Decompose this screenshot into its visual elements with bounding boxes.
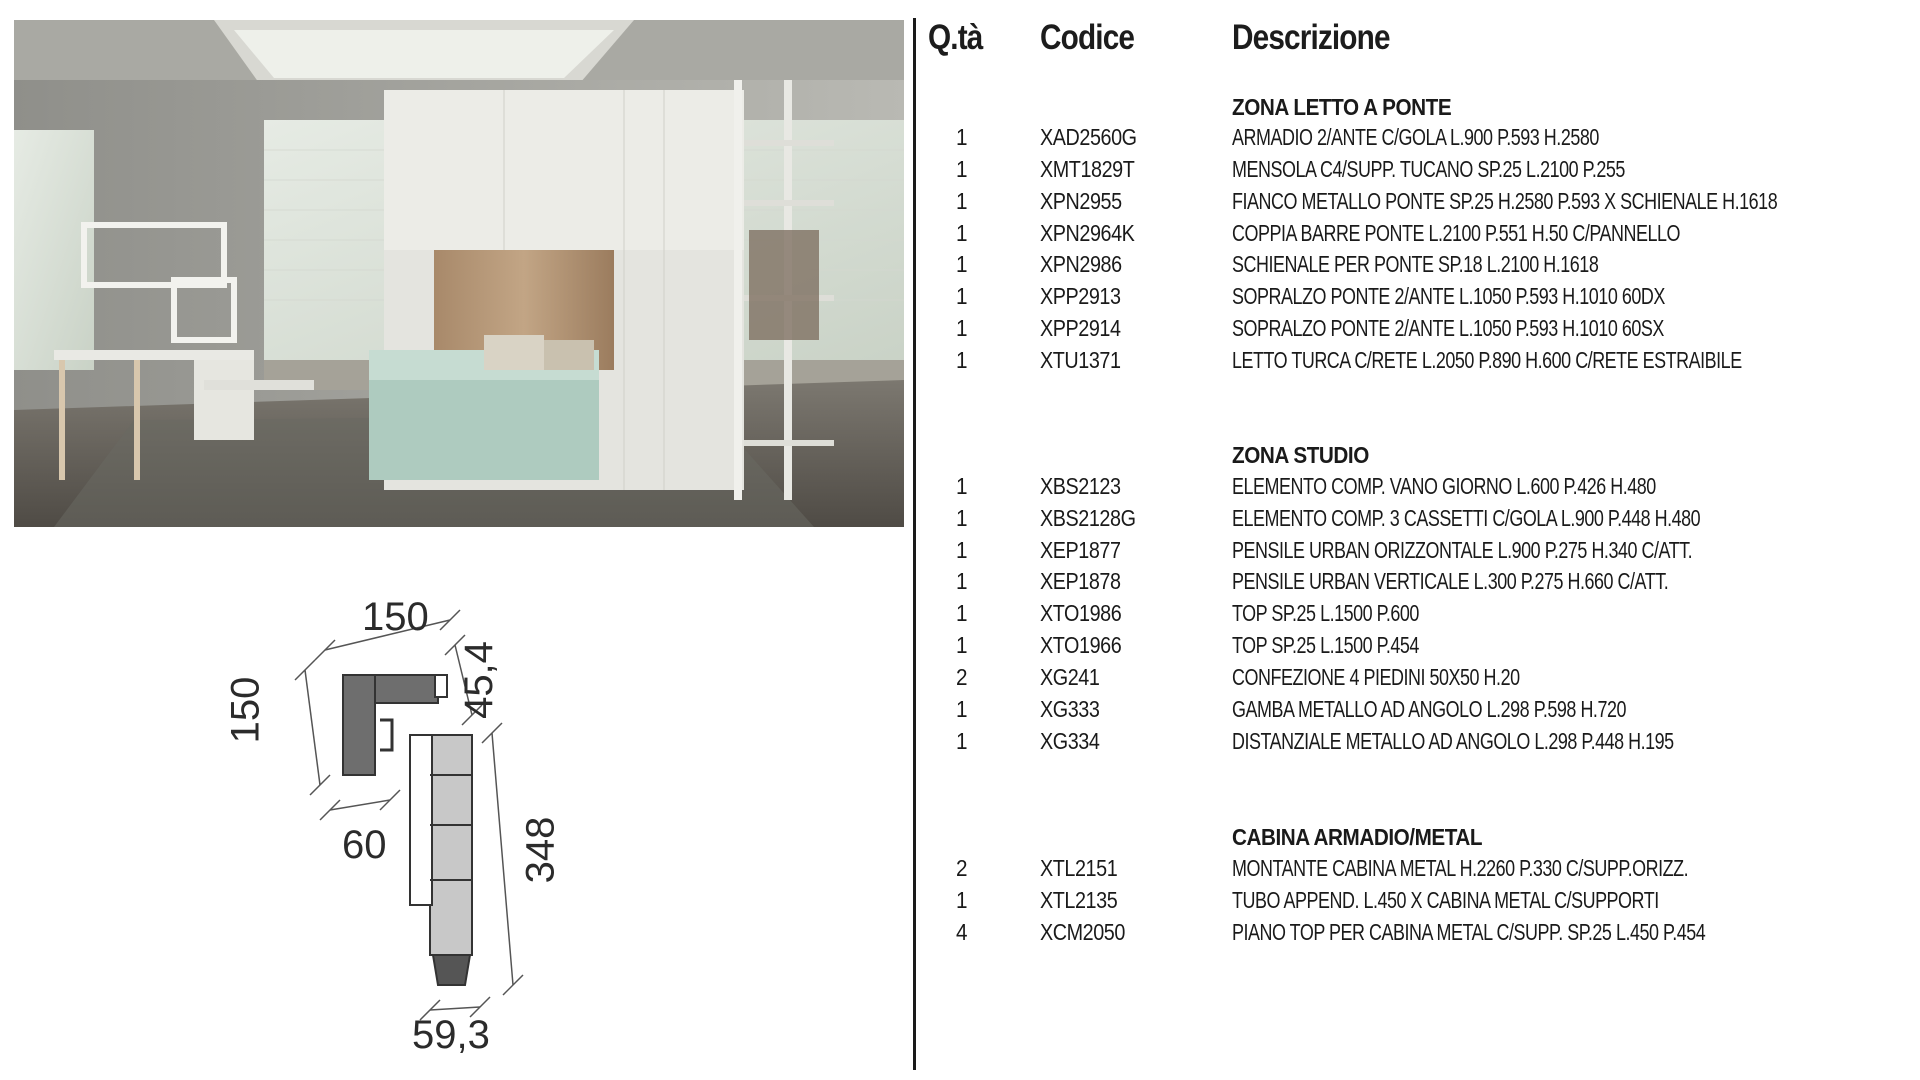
item-desc: PIANO TOP PER CABINA METAL C/SUPP. SP.25 L.450 P.454 bbox=[1232, 919, 1706, 945]
item-desc: TUBO APPEND. L.450 X CABINA METAL C/SUPPORTI bbox=[1232, 887, 1659, 913]
item-code: XTO1986 bbox=[1040, 600, 1122, 626]
item-code: XG333 bbox=[1040, 696, 1100, 722]
item-qty: 1 bbox=[956, 728, 968, 754]
item-desc: CONFEZIONE 4 PIEDINI 50X50 H.20 bbox=[1232, 664, 1520, 690]
item-code: XPP2914 bbox=[1040, 315, 1121, 341]
list-item bbox=[928, 919, 1908, 951]
list-item bbox=[928, 600, 1908, 632]
list-item bbox=[928, 855, 1908, 887]
item-qty: 1 bbox=[956, 600, 968, 626]
dim-desk-width: 150 bbox=[362, 595, 429, 639]
dim-bed-zone-depth: 59,3 bbox=[412, 1013, 490, 1057]
item-qty: 1 bbox=[956, 696, 968, 722]
header-description: Descrizione bbox=[1232, 18, 1390, 57]
item-desc: ELEMENTO COMP. 3 CASSETTI C/GOLA L.900 P.448 H.480 bbox=[1232, 505, 1701, 531]
item-desc: TOP SP.25 L.1500 P.600 bbox=[1232, 600, 1419, 626]
item-desc: SOPRALZO PONTE 2/ANTE L.1050 P.593 H.1010 60SX bbox=[1232, 315, 1664, 341]
parts-list bbox=[928, 18, 1908, 1068]
item-code: XPP2913 bbox=[1040, 283, 1121, 309]
column-divider bbox=[913, 18, 916, 1070]
list-item bbox=[928, 283, 1908, 315]
item-code: XAD2560G bbox=[1040, 124, 1137, 150]
list-item bbox=[928, 696, 1908, 728]
section-title-zona-letto: ZONA LETTO A PONTE bbox=[1232, 94, 1452, 120]
item-code: XPN2986 bbox=[1040, 251, 1122, 277]
item-qty: 2 bbox=[956, 664, 968, 690]
item-desc: SOPRALZO PONTE 2/ANTE L.1050 P.593 H.1010 60DX bbox=[1232, 283, 1665, 309]
item-code: XTU1371 bbox=[1040, 347, 1121, 373]
dim-desk-return-depth: 60 bbox=[342, 823, 387, 867]
item-code: XEP1877 bbox=[1040, 537, 1121, 563]
item-desc: ELEMENTO COMP. VANO GIORNO L.600 P.426 H.480 bbox=[1232, 473, 1656, 499]
header-code: Codice bbox=[1040, 18, 1135, 57]
item-code: XEP1878 bbox=[1040, 568, 1121, 594]
item-code: XBS2128G bbox=[1040, 505, 1136, 531]
item-qty: 4 bbox=[956, 919, 968, 945]
list-item bbox=[928, 315, 1908, 347]
item-code: XG334 bbox=[1040, 728, 1100, 754]
dim-desk-top-depth: 45,4 bbox=[456, 641, 501, 719]
dim-desk-depth-side: 150 bbox=[223, 676, 268, 744]
list-item bbox=[928, 537, 1908, 569]
item-qty: 1 bbox=[956, 347, 968, 373]
item-desc: PENSILE URBAN ORIZZONTALE L.900 P.275 H.340 C/ATT. bbox=[1232, 537, 1693, 563]
item-desc: GAMBA METALLO AD ANGOLO L.298 P.598 H.720 bbox=[1232, 696, 1626, 722]
item-desc: DISTANZIALE METALLO AD ANGOLO L.298 P.448 H.195 bbox=[1232, 728, 1674, 754]
item-code: XPN2964K bbox=[1040, 220, 1135, 246]
item-qty: 1 bbox=[956, 220, 968, 246]
item-code: XTL2151 bbox=[1040, 855, 1118, 881]
item-desc: TOP SP.25 L.1500 P.454 bbox=[1232, 632, 1419, 658]
list-item bbox=[928, 664, 1908, 696]
item-qty: 1 bbox=[956, 315, 968, 341]
section-title-zona-studio: ZONA STUDIO bbox=[1232, 442, 1369, 468]
item-code: XG241 bbox=[1040, 664, 1100, 690]
item-desc: MENSOLA C4/SUPP. TUCANO SP.25 L.2100 P.255 bbox=[1232, 156, 1625, 182]
dimension-drawings bbox=[223, 585, 670, 1065]
item-qty: 1 bbox=[956, 283, 968, 309]
list-item bbox=[928, 220, 1908, 252]
list-item bbox=[928, 568, 1908, 600]
item-code: XCM2050 bbox=[1040, 919, 1125, 945]
item-qty: 1 bbox=[956, 537, 968, 563]
item-code: XPN2955 bbox=[1040, 188, 1122, 214]
item-qty: 1 bbox=[956, 124, 968, 150]
item-code: XTO1966 bbox=[1040, 632, 1122, 658]
item-desc: PENSILE URBAN VERTICALE L.300 P.275 H.660 C/ATT. bbox=[1232, 568, 1669, 594]
list-item bbox=[928, 505, 1908, 537]
list-item bbox=[928, 887, 1908, 919]
list-item bbox=[928, 728, 1908, 760]
item-qty: 1 bbox=[956, 887, 968, 913]
item-qty: 1 bbox=[956, 632, 968, 658]
dim-bed-zone-length: 348 bbox=[518, 816, 563, 884]
item-qty: 1 bbox=[956, 473, 968, 499]
room-render-image bbox=[14, 20, 904, 527]
item-desc: MONTANTE CABINA METAL H.2260 P.330 C/SUPP.ORIZZ. bbox=[1232, 855, 1689, 881]
item-code: XMT1829T bbox=[1040, 156, 1135, 182]
item-desc: SCHIENALE PER PONTE SP.18 L.2100 H.1618 bbox=[1232, 251, 1599, 277]
list-item bbox=[928, 156, 1908, 188]
item-qty: 1 bbox=[956, 156, 968, 182]
item-qty: 1 bbox=[956, 505, 968, 531]
item-desc: COPPIA BARRE PONTE L.2100 P.551 H.50 C/PANNELLO bbox=[1232, 220, 1680, 246]
item-code: XBS2123 bbox=[1040, 473, 1121, 499]
list-item bbox=[928, 124, 1908, 156]
list-item bbox=[928, 473, 1908, 505]
list-item bbox=[928, 632, 1908, 664]
item-desc: FIANCO METALLO PONTE SP.25 H.2580 P.593 X SCHIENALE H.1618 bbox=[1232, 188, 1778, 214]
item-qty: 1 bbox=[956, 251, 968, 277]
item-qty: 1 bbox=[956, 188, 968, 214]
list-item bbox=[928, 347, 1908, 379]
item-desc: ARMADIO 2/ANTE C/GOLA L.900 P.593 H.2580 bbox=[1232, 124, 1599, 150]
item-qty: 2 bbox=[956, 855, 968, 881]
item-qty: 1 bbox=[956, 568, 968, 594]
item-desc: LETTO TURCA C/RETE L.2050 P.890 H.600 C/RETE ESTRAIBILE bbox=[1232, 347, 1742, 373]
list-item bbox=[928, 251, 1908, 283]
item-code: XTL2135 bbox=[1040, 887, 1118, 913]
header-qty: Q.tà bbox=[928, 18, 983, 57]
list-item bbox=[928, 188, 1908, 220]
section-title-cabina-armadio: CABINA ARMADIO/METAL bbox=[1232, 824, 1483, 850]
